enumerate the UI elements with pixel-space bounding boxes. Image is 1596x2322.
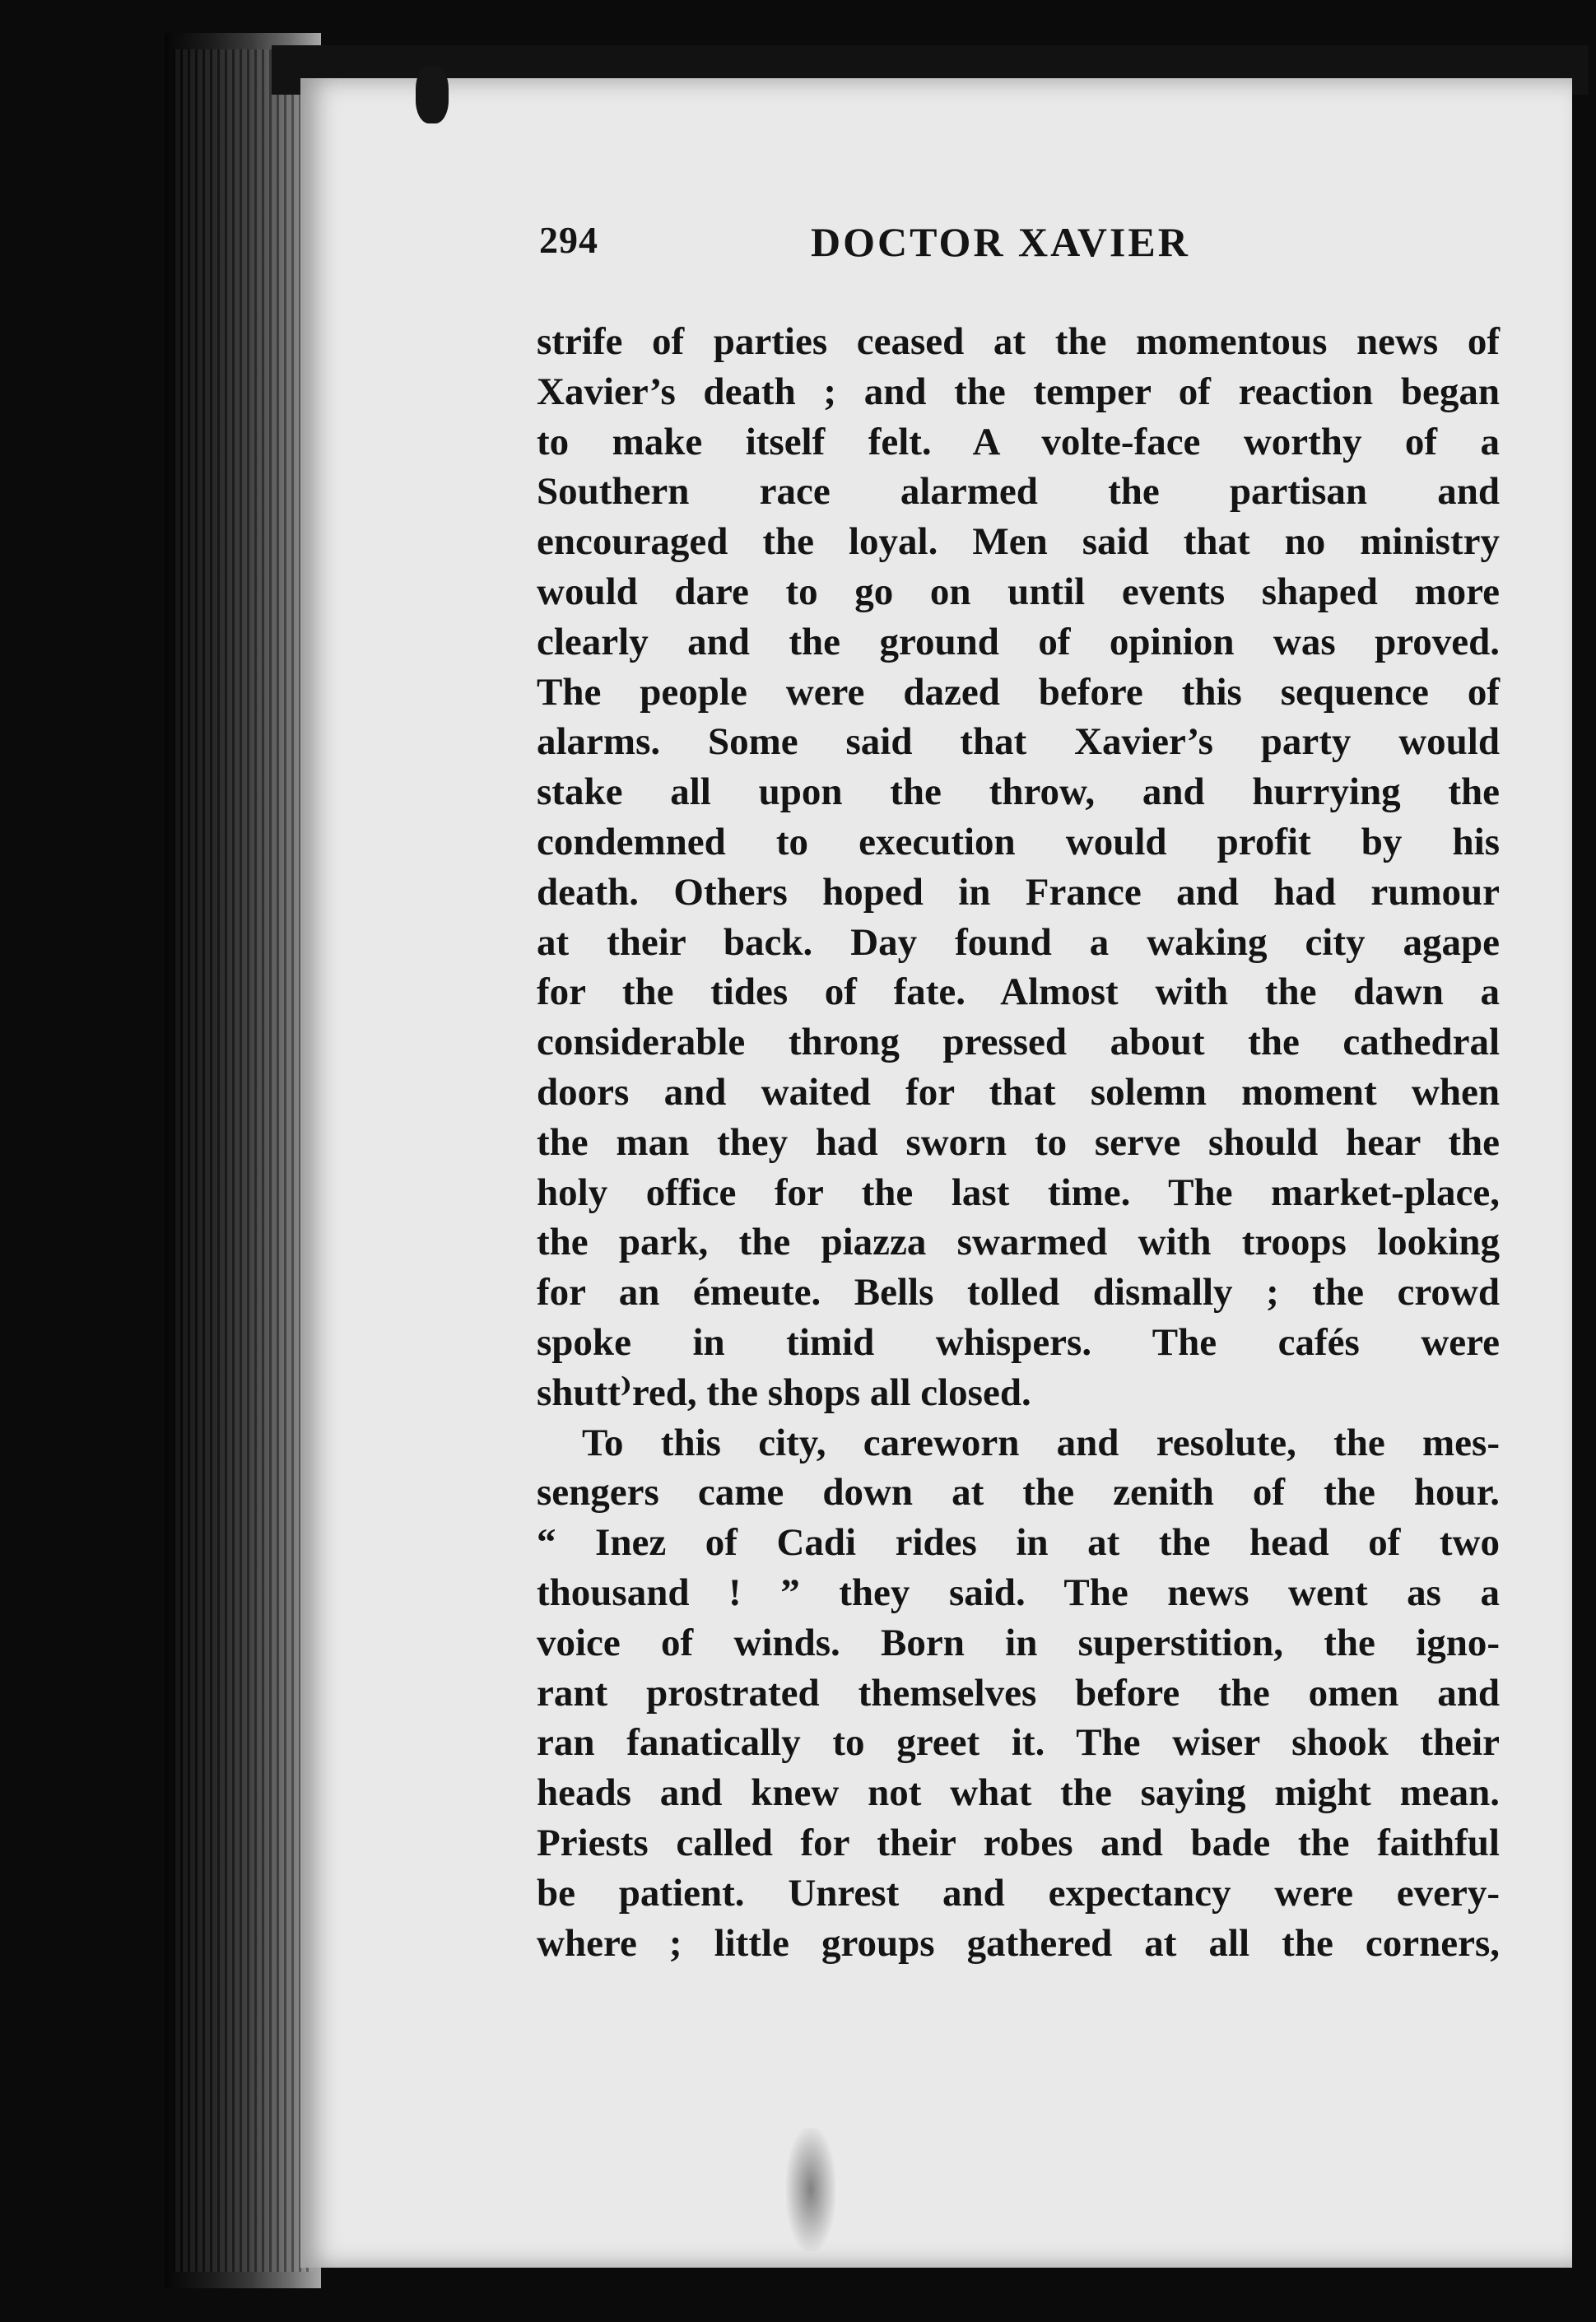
text-line: thousand ! ” they said. The news went as a (537, 1570, 1500, 1614)
text-line: sengers came down at the zenith of the hour. (537, 1471, 1500, 1515)
body-text (537, 317, 1500, 1968)
binding-smudge (786, 2128, 835, 2251)
ink-blot-mark (416, 66, 449, 123)
text-line: considerable throng pressed about the cathedral (537, 1021, 1500, 1064)
book-title: DOCTOR XAVIER (811, 219, 1190, 265)
text-line: where ; little groups gathered at all the corners, (537, 1921, 1500, 1965)
text-line: the man they had sworn to serve should hear the (537, 1120, 1500, 1164)
text-line: for an émeute. Bells tolled dismally ; the crowd (537, 1271, 1500, 1315)
page-number: 294 (539, 219, 598, 261)
text-line: Priests called for their robes and bade the faithful (537, 1821, 1500, 1864)
text-line: strife of parties ceased at the momentous news of (537, 320, 1500, 363)
text-line: rant prostrated themselves before the omen and (537, 1671, 1500, 1715)
page-edge-texture (173, 49, 313, 2272)
text-line: be patient. Unrest and expectancy were every- (537, 1871, 1500, 1915)
text-line: The people were dazed before this sequence of (537, 670, 1500, 714)
text-line: alarms. Some said that Xavier’s party would (537, 720, 1500, 764)
text-line: stake all upon the throw, and hurrying the (537, 770, 1500, 814)
text-line: clearly and the ground of opinion was proved. (537, 620, 1500, 663)
text-line: “ Inez of Cadi rides in at the head of two (537, 1521, 1500, 1565)
text-line: condemned to execution would profit by his (537, 820, 1500, 863)
text-line: for the tides of fate. Almost with the dawn a (537, 970, 1500, 1014)
text-line: at their back. Day found a waking city agape (537, 920, 1500, 964)
text-line: spoke in timid whispers. The cafés were (537, 1320, 1500, 1364)
text-line: would dare to go on until events shaped more (537, 570, 1500, 613)
paragraph-start-line: To this city, careworn and resolute, the mes- (582, 1421, 1500, 1464)
text-line: Southern race alarmed the partisan and (537, 470, 1500, 514)
text-line: ran fanatically to greet it. The wiser shook their (537, 1721, 1500, 1765)
text-line: death. Others hoped in France and had rumour (537, 870, 1500, 914)
text-line: heads and knew not what the saying might mean. (537, 1771, 1500, 1815)
text-line: doors and waited for that solemn moment when (537, 1070, 1500, 1114)
paragraph-end-line: shutt⁾red, the shops all closed. (537, 1370, 1031, 1414)
text-line: voice of winds. Born in superstition, the igno- (537, 1621, 1500, 1664)
text-line: to make itself felt. A volte-face worthy of a (537, 420, 1500, 463)
text-line: holy office for the last time. The market-place, (537, 1170, 1500, 1214)
text-line: the park, the piazza swarmed with troops looking (537, 1221, 1500, 1264)
text-line: encouraged the loyal. Men said that no ministry (537, 520, 1500, 564)
text-line: Xavier’s death ; and the temper of reaction began (537, 370, 1500, 413)
running-head (539, 218, 1494, 276)
